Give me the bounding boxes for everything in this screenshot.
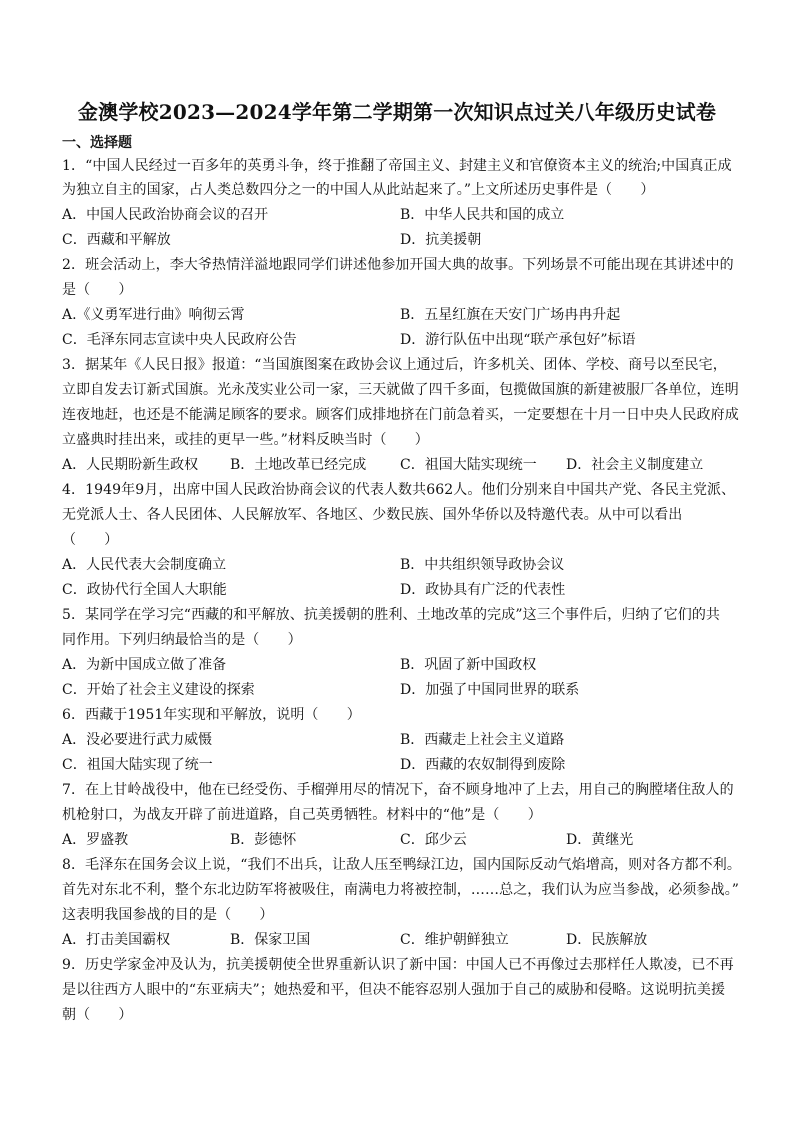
question-4-option-a: A．人民代表大会制度确立 (62, 557, 227, 573)
question-2-option-b: B．五星红旗在天安门广场冉冉升起 (400, 307, 621, 323)
question-3-option-c: C．祖国大陆实现统一 (400, 457, 537, 473)
question-2-option-c: C．毛泽东同志宣读中央人民政府公告 (62, 332, 297, 348)
question-2-option-a: A.《义勇军进行曲》响彻云霄 (62, 307, 245, 323)
question-6-option-a: A．没必要进行武力威慑 (62, 732, 213, 748)
question-3-line-1: 3．据某年《人民日报》报道：“当国旗图案在政协会议上通过后，许多机关、团体、学校、商号以至民宅， (62, 357, 727, 373)
question-7-option-d: D．黄继光 (566, 832, 634, 848)
question-3-option-b: B．土地改革已经完成 (230, 457, 367, 473)
question-1-option-c: C．西藏和平解放 (62, 232, 171, 248)
question-1-option-a: A．中国人民政治协商会议的召开 (62, 207, 269, 223)
question-8-option-d: D．民族解放 (566, 932, 648, 948)
exam-title: 金澳学校2023—2024学年第二学期第一次知识点过关八年级历史试卷 (77, 100, 717, 124)
question-9-line-2: 是以往西方人眼中的“东亚病夫”；她热爱和平，但决不能容忍别人强加于自己的威胁和侵略。这说明抗美援 (62, 982, 726, 998)
question-7-line-1: 7．在上甘岭战役中，他在已经受伤、手榴弹用尽的情况下，奋不顾身地冲了上去，用自己的胸膛堵住敌人的 (62, 782, 734, 798)
question-9-line-3: 朝（ ） (62, 1007, 133, 1023)
question-5-option-a: A．为新中国成立做了准备 (62, 657, 227, 673)
question-3-option-d: D．社会主义制度建立 (566, 457, 704, 473)
question-6-line-1: 6．西藏于1951年实现和平解放，说明（ ） (62, 707, 361, 723)
question-3-line-3: 连夜地赶，也还是不能满足顾客的要求。顾客们成排地挤在门前急着买，一定要想在十月一日中央人民政府成 (62, 407, 739, 423)
section-heading: 一、选择题 (62, 135, 132, 151)
question-4-option-c: C．政协代行全国人大职能 (62, 582, 227, 598)
question-5-option-c: C．开始了社会主义建设的探索 (62, 682, 255, 698)
question-1-option-d: D．抗美援朝 (400, 232, 482, 248)
question-6-option-d: D．西藏的农奴制得到废除 (400, 757, 566, 773)
question-5-line-2: 同作用。下列归纳最恰当的是（ ） (62, 632, 302, 648)
question-4-option-d: D．政协具有广泛的代表性 (400, 582, 566, 598)
question-4-line-3: （ ） (62, 532, 119, 548)
question-7-line-2: 机枪射口，为战友开辟了前进道路，自己英勇牺牲。材料中的“他”是（ ） (62, 807, 542, 823)
question-2-line-1: 2．班会活动上，李大爷热情洋溢地跟同学们讲述他参加开国大典的故事。下列场景不可能出现在其讲述中的 (62, 257, 734, 273)
question-3-line-4: 立盛典时挂出来，或挂的更早一些。”材料反映当时（ ） (62, 432, 429, 448)
question-1-line-1: 1．“中国人民经过一百多年的英勇斗争，终于推翻了帝国主义、封建主义和官僚资本主义的统治;中国真正成 (62, 158, 732, 174)
question-7-option-c: C．邱少云 (400, 832, 467, 848)
question-4-option-b: B．中共组织领导政协会议 (400, 557, 565, 573)
question-5-option-d: D．加强了中国同世界的联系 (400, 682, 580, 698)
question-1-line-2: 为独立自主的国家，占人类总数四分之一的中国人从此站起来了。”上文所述历史事件是（ ） (62, 182, 655, 198)
question-7-option-b: B．彭德怀 (230, 832, 297, 848)
question-4-line-1: 4．1949年9月，出席中国人民政治协商会议的代表人数共662人。他们分别来自中国共产党、各民主党派、 (62, 482, 736, 498)
question-3-line-2: 立即自发去订新式国旗。光永茂实业公司一家，三天就做了四千多面，包揽做国旗的新建被服厂各单位，连明 (62, 382, 739, 398)
question-8-line-2: 首先对东北不利，整个东北边防军将被吸住，南满电力将被控制，……总之，我们认为应当参战，必须参战。” (62, 882, 740, 898)
question-6-option-c: C．祖国大陆实现了统一 (62, 757, 213, 773)
question-2-option-d: D．游行队伍中出现“联产承包好”标语 (400, 332, 636, 348)
question-2-line-2: 是（ ） (62, 282, 133, 298)
question-8-option-a: A．打击美国霸权 (62, 932, 171, 948)
question-1-option-b: B．中华人民共和国的成立 (400, 207, 565, 223)
question-7-option-a: A．罗盛教 (62, 832, 129, 848)
question-8-option-b: B．保家卫国 (230, 932, 311, 948)
question-4-line-2: 无党派人士、各人民团体、人民解放军、各地区、少数民族、国外华侨以及特邀代表。从中可以看出 (62, 507, 683, 523)
question-8-line-3: 这表明我国参战的目的是（ ） (62, 907, 274, 923)
question-8-line-1: 8．毛泽东在国务会议上说，“我们不出兵，让敌人压至鸭绿江边，国内国际反动气焰增高，则对各方都不利。 (62, 857, 741, 873)
question-5-line-1: 5．某同学在学习完“西藏的和平解放、抗美援朝的胜利、土地改革的完成”这三个事件后，归纳了它们的共 (62, 607, 721, 623)
question-9-line-1: 9．历史学家金冲及认为，抗美援朝使全世界重新认识了新中国：中国人已不再像过去那样任人欺凌，已不再 (62, 957, 734, 973)
question-6-option-b: B．西藏走上社会主义道路 (400, 732, 565, 748)
question-3-option-a: A．人民期盼新生政权 (62, 457, 199, 473)
question-8-option-c: C．维护朝鲜独立 (400, 932, 509, 948)
question-5-option-b: B．巩固了新中国政权 (400, 657, 537, 673)
